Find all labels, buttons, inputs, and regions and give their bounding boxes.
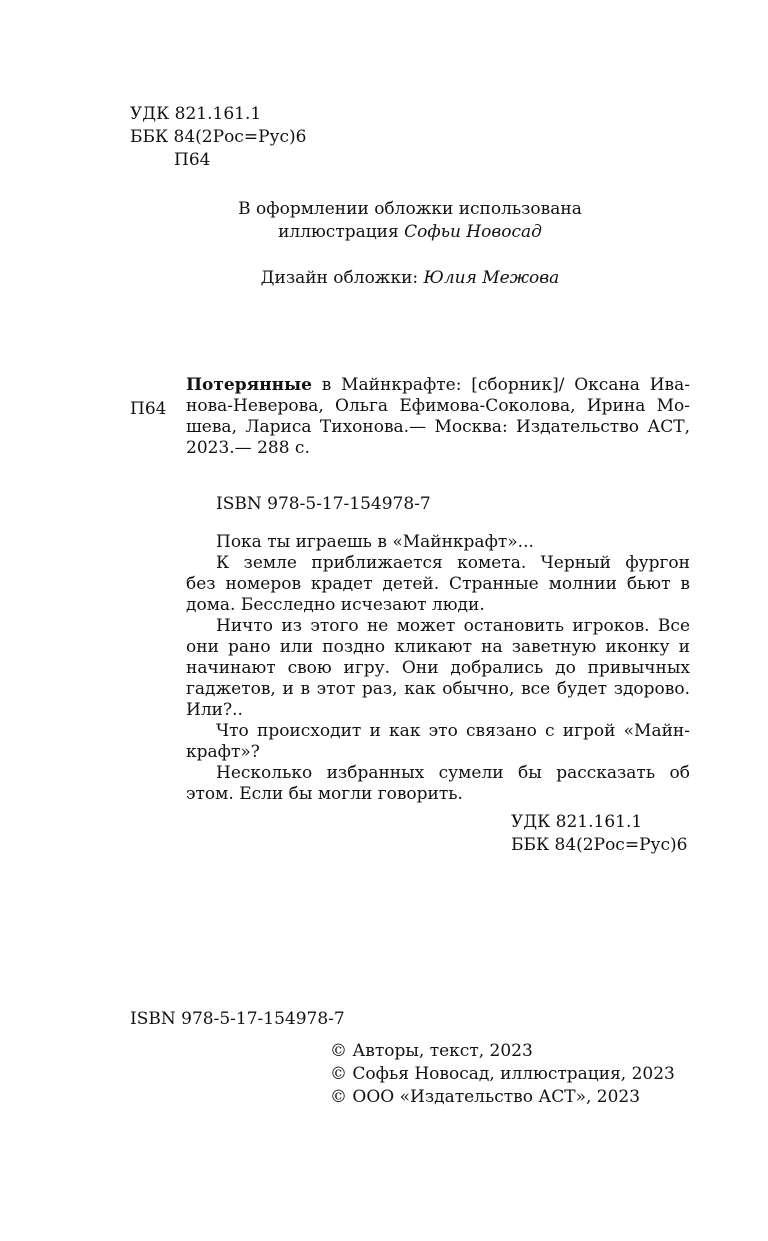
annotation-line: Или?.. xyxy=(186,700,243,720)
annotation-udk: УДК 821.161.1 xyxy=(511,812,643,832)
record-isbn: ISBN 978-5-17-154978-7 xyxy=(216,494,431,514)
illustrator-name: Софьи Новосад xyxy=(404,222,542,242)
udk-code: УДК 821.161.1 xyxy=(130,104,262,124)
bbk-code: ББК 84(2Рос=Рус)6 xyxy=(130,127,307,147)
illustration-credit-line2 xyxy=(130,222,690,243)
annotation-line: Пока ты играешь в «Майнкрафт»... xyxy=(216,532,534,552)
record-author-mark: П64 xyxy=(130,399,167,419)
record-line-4: 2023.— 288 с. xyxy=(186,438,310,458)
footer-isbn: ISBN 978-5-17-154978-7 xyxy=(130,1009,345,1029)
record-line-1 xyxy=(186,375,690,396)
design-label: Дизайн обложки: xyxy=(260,268,419,288)
bibliographic-record xyxy=(186,375,690,459)
annotation-line: этом. Если бы могли говорить. xyxy=(186,784,463,804)
annotation-line: Несколько избранных сумели бы рассказать об xyxy=(216,763,690,783)
record-line-2: нова-Неверова, Ольга Ефимова-Соколова, Ирина Мо- xyxy=(186,396,690,416)
cover-design-credit xyxy=(130,268,690,289)
record-title: Потерянные xyxy=(186,375,312,395)
annotation-line: Что происходит и как это связано с игрой «Майн- xyxy=(216,721,690,741)
annotation xyxy=(186,532,690,805)
annotation-line: Ничто из этого не может остановить игроков. Все xyxy=(216,616,690,636)
annotation-bbk: ББК 84(2Рос=Рус)6 xyxy=(511,835,688,855)
annotation-line: К земле приближается комета. Черный фургон xyxy=(216,553,690,573)
annotation-line: гаджетов, и в этот раз, как обычно, все будет здорово. xyxy=(186,679,690,699)
copyright-authors: © Авторы, текст, 2023 xyxy=(330,1041,533,1061)
record-line-3: шева, Лариса Тихонова.— Москва: Издательство АСТ, xyxy=(186,417,690,437)
record-line-1-rest: в Майнкрафте: [сборник]/ Оксана Ива- xyxy=(311,375,690,395)
annotation-line: начинают свою игру. Они добрались до привычных xyxy=(186,658,690,678)
author-mark: П64 xyxy=(174,150,211,170)
illustration-credit-line1: В оформлении обложки использована xyxy=(238,199,582,219)
copyright-publisher: © ООО «Издательство АСТ», 2023 xyxy=(330,1087,641,1107)
designer-name: Юлия Межова xyxy=(423,268,560,288)
copyright-illustrator: © Софья Новосад, иллюстрация, 2023 xyxy=(330,1064,675,1084)
annotation-line: они рано или поздно кликают на заветную иконку и xyxy=(186,637,690,657)
annotation-line: дома. Бесследно исчезают люди. xyxy=(186,595,485,615)
illustration-prefix: иллюстрация xyxy=(278,222,399,242)
annotation-line: без номеров крадет детей. Странные молнии бьют в xyxy=(186,574,690,594)
annotation-line: крафт»? xyxy=(186,742,260,762)
